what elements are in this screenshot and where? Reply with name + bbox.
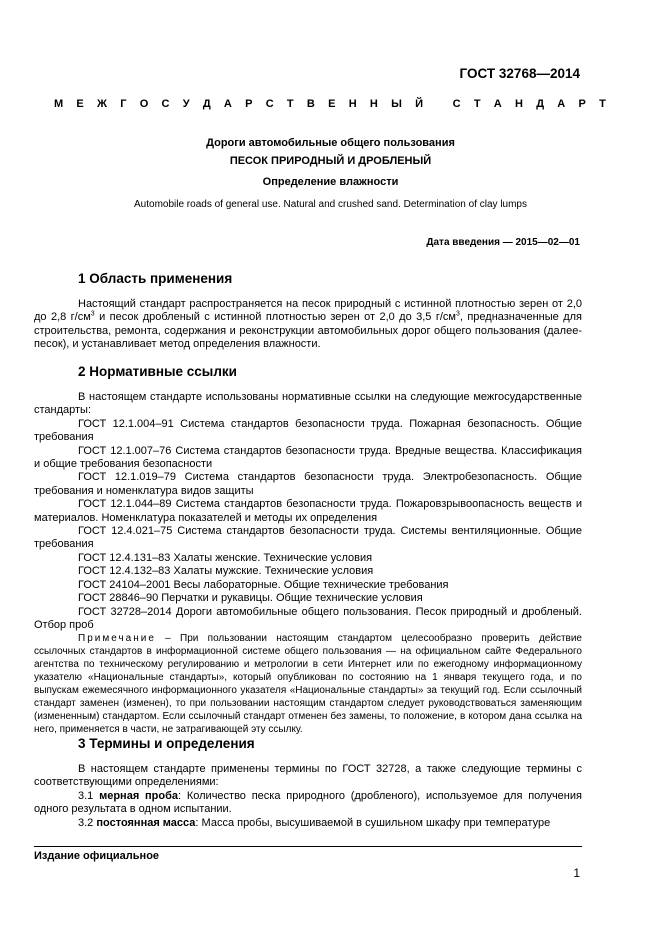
reference-item: ГОСТ 12.1.044–89 Система стандартов безопасности труда. Пожаровзрывоопасность веществ и материалов. Номенклатура показателей и методы их определения [34,498,582,524]
reference-item: ГОСТ 12.1.007–76 Система стандартов безопасности труда. Вредные вещества. Классификация и общие требования безопасности [34,444,582,471]
banner-letter: Н [348,98,357,110]
title-line-3: Определение влажности [262,176,399,188]
footer-divider [34,846,582,847]
banner-letter: Т [286,98,294,110]
banner-letter: А [223,98,232,110]
page-number: 1 [573,866,580,880]
note-block: Примечание – При пользовании настоящим стандартом целесообразно проверить действие ссылочных стандартов в информационной системе общего пользования — на официальном сайте Федерального агентства по техническому регулированию и метрологии в сети Интернет или по ежегодному информационному указателю «Национальные стандарты», который опубликован по состоянию на 1 января текущего года, и по выпускам ежемесячного информационного указателя «Национальные стандарты» за текущий год. Если ссылочный стандарт заменен (изменен), то при пользовании настоящим стандартом следует руководствоваться заменяющим (измененным) стандартом. Если ссылочный стандарт отменен без замены, то положение, в котором дана ссылка на него, применяется в части, не затрагивающей эту ссылку. [34,633,582,735]
banner-letter: Г [120,98,127,110]
banner-letter: Т [473,98,481,110]
banner-letter: Д [536,98,545,110]
term-3-1: 3.1 мерная проба: Количество песка природного (дробленого), используемое для получения одного результата в одном испытании. [34,789,582,816]
section-2-body [34,391,582,632]
title-line-2: ПЕСОК ПРИРОДНЫЙ И ДРОБЛЕНЫЙ [229,155,432,167]
reference-item: ГОСТ 24104–2001 Весы лабораторные. Общие технические требования [78,578,449,591]
banner-letter: С [452,98,461,110]
banner-letter: С [161,98,170,110]
banner-letter: В [306,98,315,110]
reference-item: ГОСТ 12.1.019–79 Система стандартов безопасности труда. Электробезопасность. Общие требования и номенклатура видов защиты [34,471,582,497]
term-3-2: 3.2 постоянная масса: Масса пробы, высушиваемой в сушильном шкафу при температуре [78,816,551,829]
section-3-body [34,763,582,830]
banner-letter: О [139,98,149,110]
banner-letter: М [54,98,64,110]
banner-letter: С [265,98,274,110]
banner-letter [436,98,439,110]
edition-label: Издание официальное [34,850,160,862]
interstate-standard-banner [54,98,606,110]
reference-item: ГОСТ 12.4.132–83 Халаты мужские. Технические условия [78,565,374,578]
banner-letter: Н [515,98,523,110]
banner-letter: Й [415,98,424,110]
reference-item: ГОСТ 32728–2014 Дороги автомобильные общего пользования. Песок природный и дробленый. Отбор проб [34,605,582,631]
section-1-body: Настоящий стандарт распространяется на песок природный с истинной плотностью зерен от 2,0 до 2,8 $г/см^3$ и песок дробленый с истинной плотностью зерен от 2,0 до 3,5 $г/см^3$, предназначенные для строительства, ремонта, содержания и реконструкции автомобильных дорог общего пользования (далее-песок), и устанавливает метод определения влажности. [34,298,582,351]
banner-letter: Н [369,98,378,110]
section-3-intro: В настоящем стандарте применены термины по ГОСТ 32728, а также следующие термины с соответствующими определениями: [34,763,582,789]
reference-item: ГОСТ 28846–90 Перчатки и рукавицы. Общие технические условия [78,592,423,605]
reference-item: ГОСТ 12.1.004–91 Система стандартов безопасности труда. Пожарная безопасность. Общие требования [34,417,582,444]
banner-letter: Д [202,98,211,110]
banner-letter: Т [599,98,606,110]
standard-code: ГОСТ 32768—2014 [459,66,580,81]
section-2-intro: В настоящем стандарте использованы нормативные ссылки на следующие межгосударственные стандарты: [34,391,582,417]
section-1-heading: 1 Область применения [78,271,233,286]
banner-letter: Р [245,98,253,110]
banner-letter: Ы [391,98,402,110]
banner-letter: Ж [97,98,107,110]
english-title: Automobile roads of general use. Natural and crushed sand. Determination of clay lumps [134,199,527,210]
note-label: Примечание [78,633,156,644]
reference-item: ГОСТ 12.4.021–75 Система стандартов безопасности труда. Системы вентиляционные. Общие требования [34,525,582,551]
banner-letter: А [557,98,566,110]
banner-letter: Е [328,98,336,110]
title-line-1: Дороги автомобильные общего пользования [206,137,455,149]
banner-letter: Е [76,98,84,110]
section-3-heading: 3 Термины и определения [78,736,255,751]
reference-item: ГОСТ 12.4.131–83 Халаты женские. Технические условия [78,551,373,564]
section-2-heading: 2 Нормативные ссылки [78,364,237,379]
banner-letter: А [493,98,502,110]
introduction-date: Дата введения — 2015—02—01 [426,237,580,248]
banner-letter: Р [578,98,586,110]
reference-list [34,418,582,633]
banner-letter: У [182,98,190,110]
